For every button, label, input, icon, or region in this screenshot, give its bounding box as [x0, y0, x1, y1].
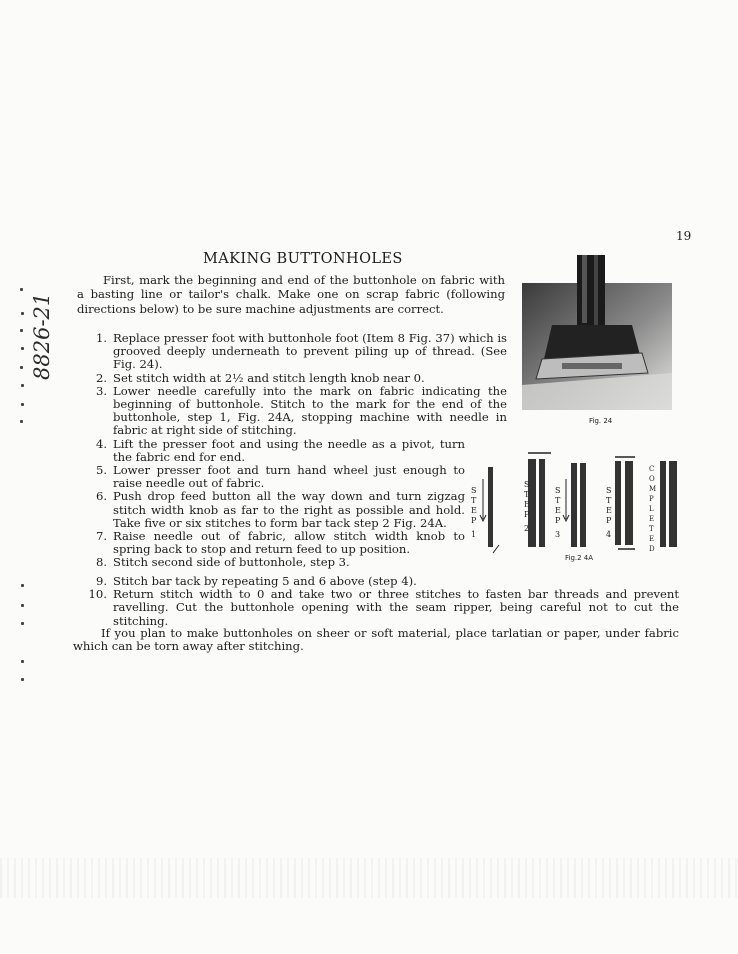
step-4-letter: S: [606, 486, 612, 495]
step-text: Lower presser foot and turn hand wheel just enough to raise needle out of fabric.: [113, 463, 465, 491]
step-2-letter: 2: [524, 524, 530, 533]
step-1-letter: P: [471, 516, 477, 525]
step-1-letter: S: [471, 486, 477, 495]
step-3-letter: E: [555, 506, 561, 515]
step-2-letter: T: [524, 490, 530, 499]
step-3-letter: S: [555, 486, 561, 495]
wide-steps-list: [73, 575, 679, 628]
step-text: Replace presser foot with buttonhole foot (Item 8 Fig. 37) which is grooved deeply underneath to prevent piling up of thread. (See Fig. 24).: [113, 331, 507, 372]
step-number: 10.: [88, 587, 107, 602]
closing-text: If you plan to make buttonholes on sheer or soft material, place tarlatian or paper, under fabric which can be torn away after stitching.: [73, 626, 679, 654]
step-3-letter: 3: [555, 530, 561, 539]
step-number: 4.: [95, 436, 107, 451]
step-1-letter: T: [471, 496, 477, 505]
step-1-letter: 1: [471, 530, 477, 539]
completed-letter: M: [649, 485, 657, 493]
list-item: [77, 530, 465, 556]
presser-foot-photo: [522, 255, 672, 410]
completed-letter: D: [649, 545, 655, 553]
step-2-letter: S: [524, 480, 530, 489]
step-text: Stitch second side of buttonhole, step 3.: [113, 555, 350, 570]
step-3-group: [555, 463, 586, 547]
page-number: 19: [676, 229, 692, 243]
intro-text: First, mark the beginning and end of the buttonhole on fabric with a basting line or tailor's chalk. Make one on scrap fabric (following directions below) to be sure machine adjustments are correct.: [77, 273, 505, 316]
step-text: Return stitch width to 0 and take two or three stitches to fasten bar threads and prevent ravelling. Cut the buttonhole opening with the seam ripper, being careful not to cut the stitching.: [113, 587, 679, 628]
bottom-scan-noise: [0, 858, 738, 898]
completed-letter: P: [649, 495, 654, 503]
step-3-letter: P: [555, 516, 561, 525]
list-item: [77, 438, 465, 464]
list-item: [77, 464, 465, 490]
step-number: 2.: [95, 370, 107, 385]
list-item: [77, 556, 465, 569]
step-3-letter: T: [555, 496, 561, 505]
step-number: 3.: [95, 383, 107, 398]
step-number: 8.: [95, 555, 107, 570]
completed-letter: L: [649, 505, 654, 513]
step-4-letter: 4: [606, 530, 612, 539]
step-text: Push drop feed button all the way down and turn zigzag stitch width knob as far to the right as possible and hold. Take five or six stitches to form bar tack step 2 Fig. 24A.: [113, 489, 465, 530]
intro-paragraph: [77, 273, 505, 316]
completed-letter: O: [649, 475, 655, 483]
step-4-group: [606, 457, 635, 549]
step-number: 6.: [95, 489, 107, 504]
completed-letter: C: [649, 465, 655, 473]
completed-letter: E: [649, 535, 655, 543]
closing-paragraph: [73, 627, 679, 654]
step-number: 5.: [95, 463, 107, 478]
step-4-letter: P: [606, 516, 612, 525]
step-2-letter: E: [524, 500, 530, 509]
list-item: [77, 332, 507, 372]
step-text: Stitch bar tack by repeating 5 and 6 above (step 4).: [113, 574, 417, 588]
completed-letter: E: [649, 515, 655, 523]
completed-group: [649, 461, 677, 553]
step-2-group: [524, 453, 551, 547]
step-1-letter: E: [471, 506, 477, 515]
buttonhole-steps-diagram: [463, 449, 685, 559]
step-text: Lift the presser foot and using the needle as a pivot, turn the fabric end for end.: [113, 436, 465, 464]
fig24-caption: Fig. 24: [589, 417, 613, 425]
step-text: Set stitch width at 2½ and stitch length knob near 0.: [113, 370, 425, 385]
list-item: [77, 385, 507, 438]
step-number: 9.: [95, 574, 107, 588]
handwritten-margin-note: 8826-21: [30, 292, 54, 380]
completed-letter: T: [649, 525, 654, 533]
step-4-letter: E: [606, 506, 612, 515]
step-4-letter: T: [606, 496, 612, 505]
step-text: Raise needle out of fabric, allow stitch width knob to spring back to stop and return feed to up position.: [113, 529, 465, 557]
page-title: MAKING BUTTONHOLES: [203, 251, 403, 267]
step-1-group: [471, 467, 499, 553]
step-number: 7.: [95, 529, 107, 544]
fig24a-caption: Fig.2 4A: [565, 554, 594, 562]
list-item: [77, 372, 507, 385]
list-item: [73, 588, 679, 628]
list-item: [77, 490, 465, 530]
step-number: 1.: [95, 331, 107, 345]
step-2-letter: P: [524, 510, 530, 519]
step-text: Lower needle carefully into the mark on fabric indicating the beginning of buttonhole. Stitch to the mark for the end of the buttonhole, step 1, Fig. 24A, stopping machine with needle in fabric at right side of stitching.: [113, 383, 507, 438]
steps-list: [77, 332, 507, 570]
